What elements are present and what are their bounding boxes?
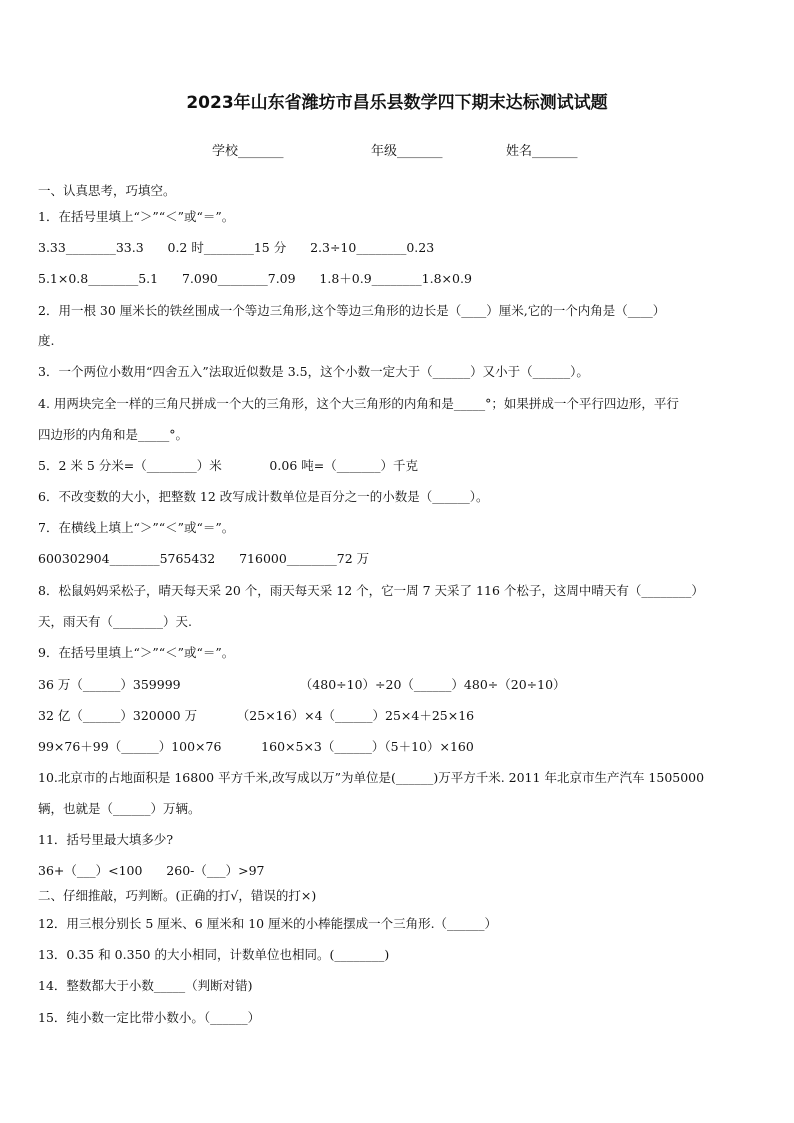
question-9-row-1: 36 万（______）359999 （480÷10）÷20（______）480÷（20÷10） (38, 677, 566, 692)
grade-field-label: 年级_______ (371, 144, 443, 159)
question-8-line-2: 天，雨天有（________）天. (38, 614, 192, 629)
question-11-row: 36+（___）<100 260-（___）>97 (38, 863, 265, 878)
question-2-line-1: 2．用一根 30 厘米长的铁丝围成一个等边三角形,这个等边三角形的边长是（____）厘米,它的一个内角是（____） (38, 303, 666, 318)
school-field-label: 学校_______ (212, 144, 284, 159)
question-15: 15．纯小数一定比带小数小。（______） (38, 1010, 261, 1025)
question-6: 6．不改变数的大小，把整数 12 改写成计数单位是百分之一的小数是（______）。 (38, 489, 489, 504)
question-10-line-1: 10.北京市的占地面积是 16800 平方千米,改写成以万”为单位是(______)万平方千米. 2011 年北京市生产汽车 1505000 (38, 770, 705, 785)
section-heading-fill-in: 一、认真思考，巧填空。 (38, 183, 176, 198)
question-1-row-1: 3.33________33.3 0.2 时________15 分 2.3÷10________0.23 (38, 240, 435, 255)
question-9-row-3: 99×76＋99（______）100×76 160×5×3（______）（5＋10）×160 (38, 739, 474, 754)
question-7-row: 600302904________5765432 716000________72 万 (38, 551, 370, 566)
question-9-row-2: 32 亿（______）320000 万 （25×16）×4（______）25×4＋25×16 (38, 708, 475, 723)
question-2-line-2: 度. (38, 333, 55, 348)
question-7-stem: 7．在横线上填上“＞”“＜”或“＝”。 (38, 520, 235, 535)
question-12: 12．用三根分别长 5 厘米、6 厘米和 10 厘米的小棒能摆成一个三角形.（______） (38, 916, 498, 931)
question-3: 3．一个两位小数用“四舍五入”法取近似数是 3.5，这个小数一定大于（______）又小于（______）。 (38, 364, 589, 379)
question-9-stem: 9．在括号里填上“＞”“＜”或“＝”。 (38, 645, 235, 660)
question-4-line-1: 4. 用两块完全一样的三角尺拼成一个大的三角形，这个大三角形的内角和是_____°；如果拼成一个平行四边形，平行 (38, 396, 679, 411)
question-14: 14．整数都大于小数_____（判断对错) (38, 978, 253, 993)
question-5: 5．2 米 5 分米=（________）米 0.06 吨=（_______）千克 (38, 458, 418, 473)
question-11-stem: 11．括号里最大填多少? (38, 832, 174, 847)
name-field-label: 姓名_______ (506, 144, 578, 159)
question-1-stem: 1．在括号里填上“＞”“＜”或“＝”。 (38, 209, 235, 224)
question-1-row-2: 5.1×0.8________5.1 7.090________7.09 1.8＋0.9________1.8×0.9 (38, 271, 472, 286)
question-10-line-2: 辆，也就是（______）万辆。 (38, 801, 201, 816)
page-title: 2023年山东省潍坊市昌乐县数学四下期末达标测试试题 (186, 93, 608, 113)
section-heading-judge: 二、仔细推敲，巧判断。(正确的打√，错误的打×) (38, 888, 317, 903)
question-8-line-1: 8．松鼠妈妈采松子，晴天每天采 20 个，雨天每天采 12 个，它一周 7 天采了 116 个松子，这周中晴天有（________） (38, 583, 704, 598)
question-4-line-2: 四边形的内角和是_____°。 (38, 427, 189, 442)
question-13: 13．0.35 和 0.350 的大小相同，计数单位也相同。(________) (38, 947, 390, 962)
